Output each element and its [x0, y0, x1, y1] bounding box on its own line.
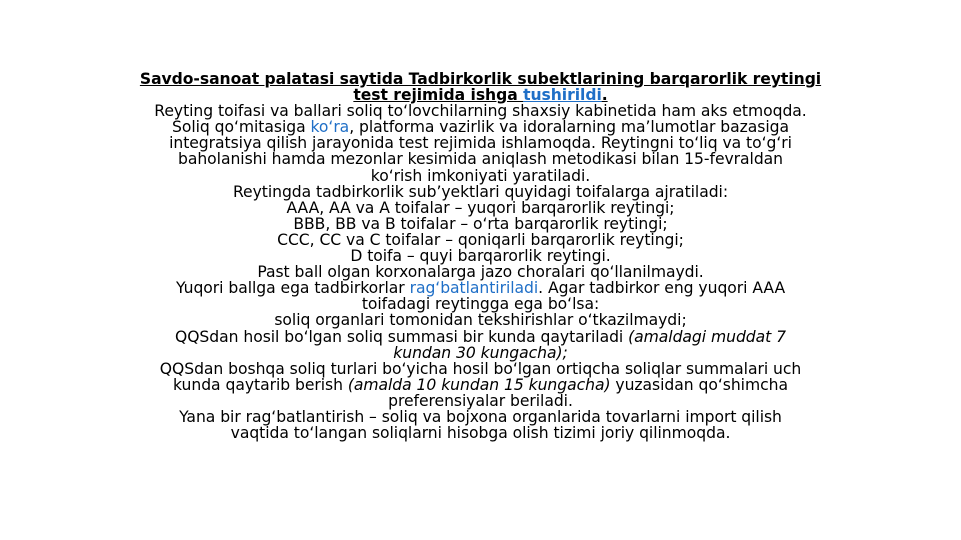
document-title-line2: [88, 87, 873, 103]
text-fragment: kunda qaytarib berish: [173, 375, 348, 394]
paragraph-categories-intro: Reytingda tadbirkorlik sub’yektlari quyidagi toifalarga ajratiladi:: [232, 182, 729, 201]
text-fragment: Yuqori ballga ega tadbirkorlar: [175, 279, 410, 298]
paragraph-tax-committee-line3: baholanishi hamda mezonlar kesimida aniqlash metodikasi bilan 15-fevraldan: [177, 150, 784, 169]
list-item-other-taxes-line1: QQSdan boshqa soliq turlari bo‘yicha hosil bo‘lgan ortiqcha soliqlar summalari uch: [159, 359, 802, 378]
document-title: [88, 71, 873, 87]
italic-fragment: (amaldagi muddat 7: [628, 327, 786, 346]
italic-fragment: (amalda 10 kundan 15 kungacha): [347, 375, 611, 394]
paragraph-rating-cabinet: Reyting toifasi va ballari soliq to‘lovchilarning shaxsiy kabinetida ham aks etmoqda.: [154, 102, 807, 121]
text-fragment: yuzasidan qo‘shimcha: [610, 375, 788, 394]
title-text-end: .: [601, 86, 608, 105]
title-text-part: test rejimida ishga: [353, 86, 524, 105]
paragraph-incentives-line1: [88, 280, 873, 296]
text-fragment: . Agar tadbirkor eng yuqori AAA: [538, 279, 786, 298]
list-item-ccc: CCC, CC va C toifalar – qoniqarli barqarorlik reytingi;: [277, 230, 684, 249]
paragraph-no-penalty: Past ball olgan korxonalarga jazo choralari qo‘llanilmaydi.: [257, 263, 704, 282]
text-fragment: QQSdan hosil bo‘lgan soliq summasi bir kunda qaytariladi: [174, 327, 629, 346]
paragraph-import-line2: vaqtida to‘langan soliqlarni hisobga olish tizimi joriy qilinmoqda.: [230, 424, 731, 443]
paragraph-tax-committee-line1: [88, 119, 873, 135]
list-item-d: D toifa – quyi barqarorlik reytingi.: [350, 247, 611, 266]
paragraph-incentives-line2: toifadagi reytingga ega bo‘lsa:: [361, 295, 600, 314]
paragraph-tax-committee-line2: integratsiya qilish jarayonida test rejimida ishlamoqda. Reytingni to‘liq va to‘g‘ri: [169, 134, 792, 153]
paragraph-tax-committee-line4: ko‘rish imkoniyati yaratiladi.: [370, 166, 591, 185]
title-text: Savdo-sanoat palatasi saytida Tadbirkorlik subektlarining barqarorlik reytingi: [139, 70, 822, 88]
list-item-other-taxes-line2: [88, 377, 873, 393]
list-item-bbb: BBB, BB va B toifalar – o‘rta barqarorlik reytingi;: [293, 214, 668, 233]
list-item-aaa: AAA, AA va A toifalar – yuqori barqarorlik reytingi;: [286, 198, 675, 217]
link-ragbatlantiriladi[interactable]: rag‘batlantiriladi: [409, 279, 539, 298]
title-link-tushirildi[interactable]: tushirildi: [523, 86, 602, 105]
text-fragment: Soliq qo‘mitasiga: [171, 118, 311, 137]
document-body: [88, 71, 873, 441]
list-item-vat-refund-line1: [88, 329, 873, 345]
list-item-other-taxes-line3: preferensiyalar beriladi.: [388, 391, 573, 410]
text-fragment: , platforma vazirlik va idoralarning ma’lumotlar bazasiga: [349, 118, 789, 137]
paragraph-import-line1: Yana bir rag‘batlantirish – soliq va bojxona organlarida tovarlarni import qilish: [179, 407, 782, 426]
list-item-no-inspections: soliq organlari tomonidan tekshirishlar o‘tkazilmaydi;: [274, 311, 687, 330]
link-kora[interactable]: ko‘ra: [310, 118, 350, 137]
list-item-vat-refund-line2: kundan 30 kungacha);: [393, 343, 568, 362]
